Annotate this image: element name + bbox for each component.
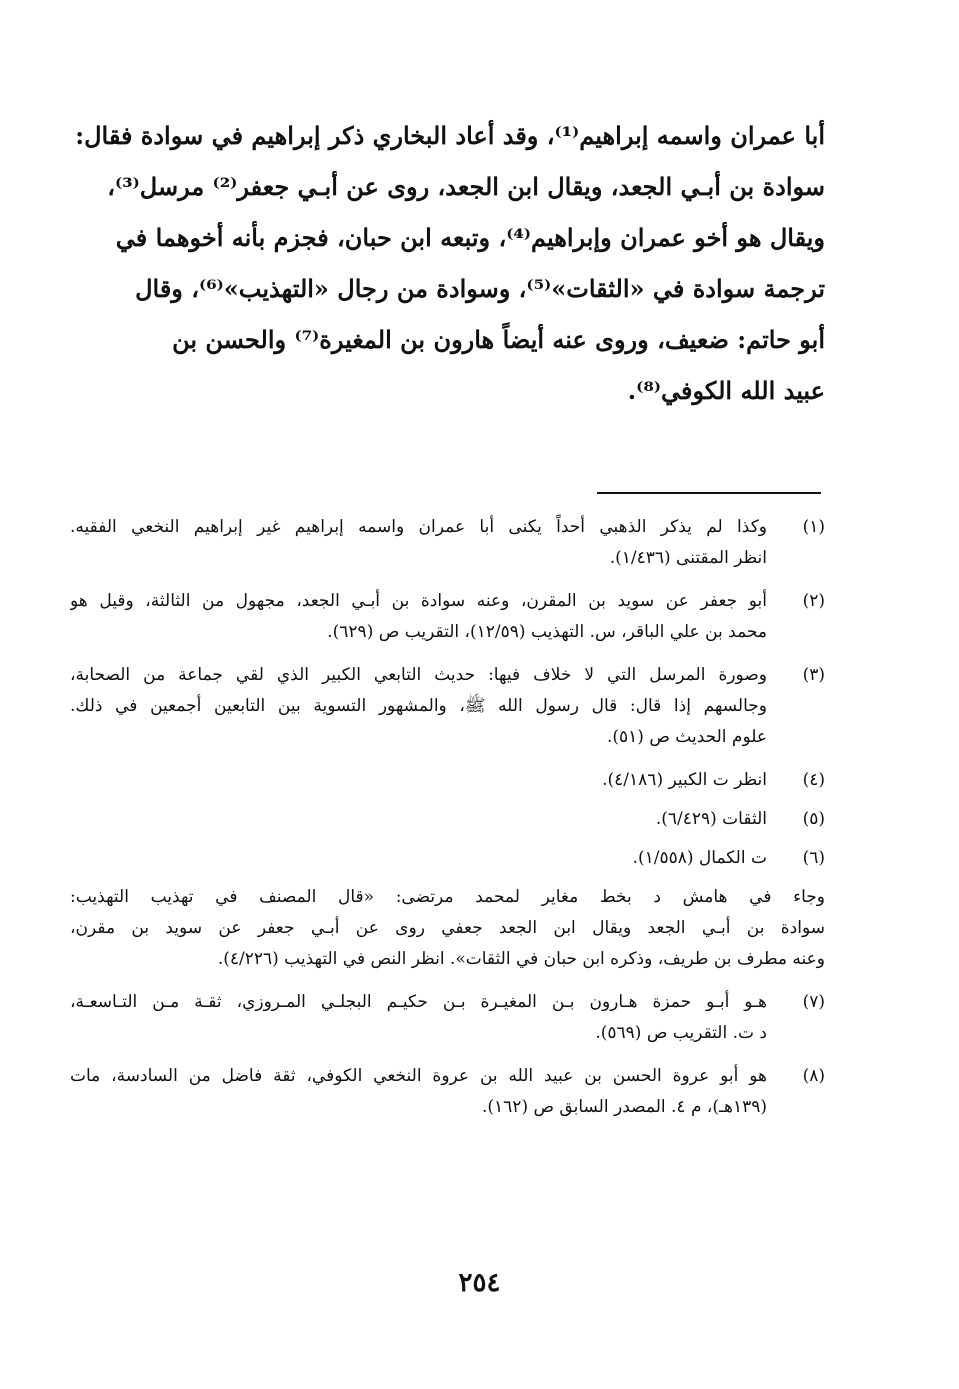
footnote-line: ت الكمال (١/٥٥٨). xyxy=(632,848,767,868)
footnote-separator xyxy=(597,492,821,494)
footnote-line: سوادة بن أبـي الجعد ويقال ابن الجعد جعفي روى عن أبـي جعفر عن سويد بن مقرن، xyxy=(70,918,825,938)
footnote-1 xyxy=(70,512,825,574)
main-line: أبو حاتم: ضعيف، وروى عنه أيضاً هارون بن المغيرة⁽⁷⁾ والحسن بن xyxy=(172,325,825,354)
footnote-number: (٦) xyxy=(802,848,825,868)
footnote-4 xyxy=(70,765,825,796)
main-line: ويقال هو أخو عمران وإبراهيم⁽⁴⁾، وتبعه ابن حبان، فجزم بأنه أخوهما في xyxy=(115,223,825,252)
main-text xyxy=(70,110,825,416)
footnote-line: وعنه مطرف بن طريف، وذكره ابن حبان في الثقات». انظر النص في التهذيب (٤/٢٢٦). xyxy=(217,949,825,969)
footnote-number: (٢) xyxy=(802,591,825,611)
footnote-6-addendum xyxy=(70,882,825,975)
footnotes xyxy=(70,512,825,1135)
main-line: سوادة بن أبـي الجعد، ويقال ابن الجعد، روى عن أبـي جعفر⁽²⁾ مرسل⁽³⁾، xyxy=(107,172,825,201)
footnote-7 xyxy=(70,987,825,1049)
footnote-number: (٧) xyxy=(802,992,825,1012)
footnote-line: انظر المقتنى (١/٤٣٦). xyxy=(609,548,767,568)
footnote-line: علوم الحديث ص (٥١). xyxy=(606,727,767,747)
footnote-number: (٥) xyxy=(802,809,825,829)
main-line: عبيد الله الكوفي⁽⁸⁾. xyxy=(627,376,825,405)
main-line: ترجمة سوادة في «الثقات»⁽⁵⁾، وسوادة من رجال «التهذيب»⁽⁶⁾، وقال xyxy=(135,274,825,303)
footnote-line: هـو أبـو حمزة هـارون بـن المغيـرة بـن حكيـم البجلـي المـروزي، ثقـة مـن التـاسعـة، xyxy=(70,992,767,1012)
footnote-line: هو أبو عروة الحسن بن عبيد الله بن عروة النخعي الكوفي، ثقة فاضل من السادسة، مات xyxy=(70,1066,767,1086)
footnote-5 xyxy=(70,804,825,835)
footnote-line: وجالسهم إذا قال: قال رسول الله ﷺ، والمشهور التسوية بين التابعين أجمعين في ذلك. xyxy=(70,696,767,716)
page-number: ٢٥٤ xyxy=(458,1268,501,1298)
footnote-line: وصورة المرسل التي لا خلاف فيها: حديث التابعي الكبير الذي لقي جماعة من الصحابة، xyxy=(70,665,767,685)
footnote-line: الثقات (٦/٤٢٩). xyxy=(655,809,767,829)
footnote-line: وكذا لم يذكر الذهبي أحداً يكنى أبا عمران واسمه إبراهيم غير إبراهيم النخعي الفقيه. xyxy=(70,517,767,537)
footnote-line: أبو جعفر عن سويد بن المقرن، وعنه سوادة بن أبـي الجعد، مجهول من الثالثة، وقيل هو xyxy=(70,591,767,611)
footnote-line: محمد بن علي الباقر، س. التهذيب (١٢/٥٩)، التقريب ص (٦٢٩). xyxy=(327,622,767,642)
footnote-line: انظر ت الكبير (٤/١٨٦). xyxy=(602,770,767,790)
footnote-3 xyxy=(70,660,825,753)
footnote-line: (١٣٩هـ)، م ٤. المصدر السابق ص (١٦٢). xyxy=(481,1097,767,1117)
footnote-2 xyxy=(70,586,825,648)
footnote-line: د ت. التقريب ص (٥٦٩). xyxy=(595,1023,767,1043)
footnote-line: وجاء في هامش د بخط مغاير لمحمد مرتضى: «قال المصنف في تهذيب التهذيب: xyxy=(70,887,825,907)
footnote-number: (٨) xyxy=(802,1066,825,1086)
footnote-number: (٤) xyxy=(802,770,825,790)
main-line: أبا عمران واسمه إبراهيم⁽¹⁾، وقد أعاد البخاري ذكر إبراهيم في سوادة فقال: xyxy=(75,121,825,150)
footnote-6 xyxy=(70,843,825,874)
footnote-number: (١) xyxy=(802,517,825,537)
footnote-8 xyxy=(70,1061,825,1123)
footnote-number: (٣) xyxy=(802,665,825,685)
